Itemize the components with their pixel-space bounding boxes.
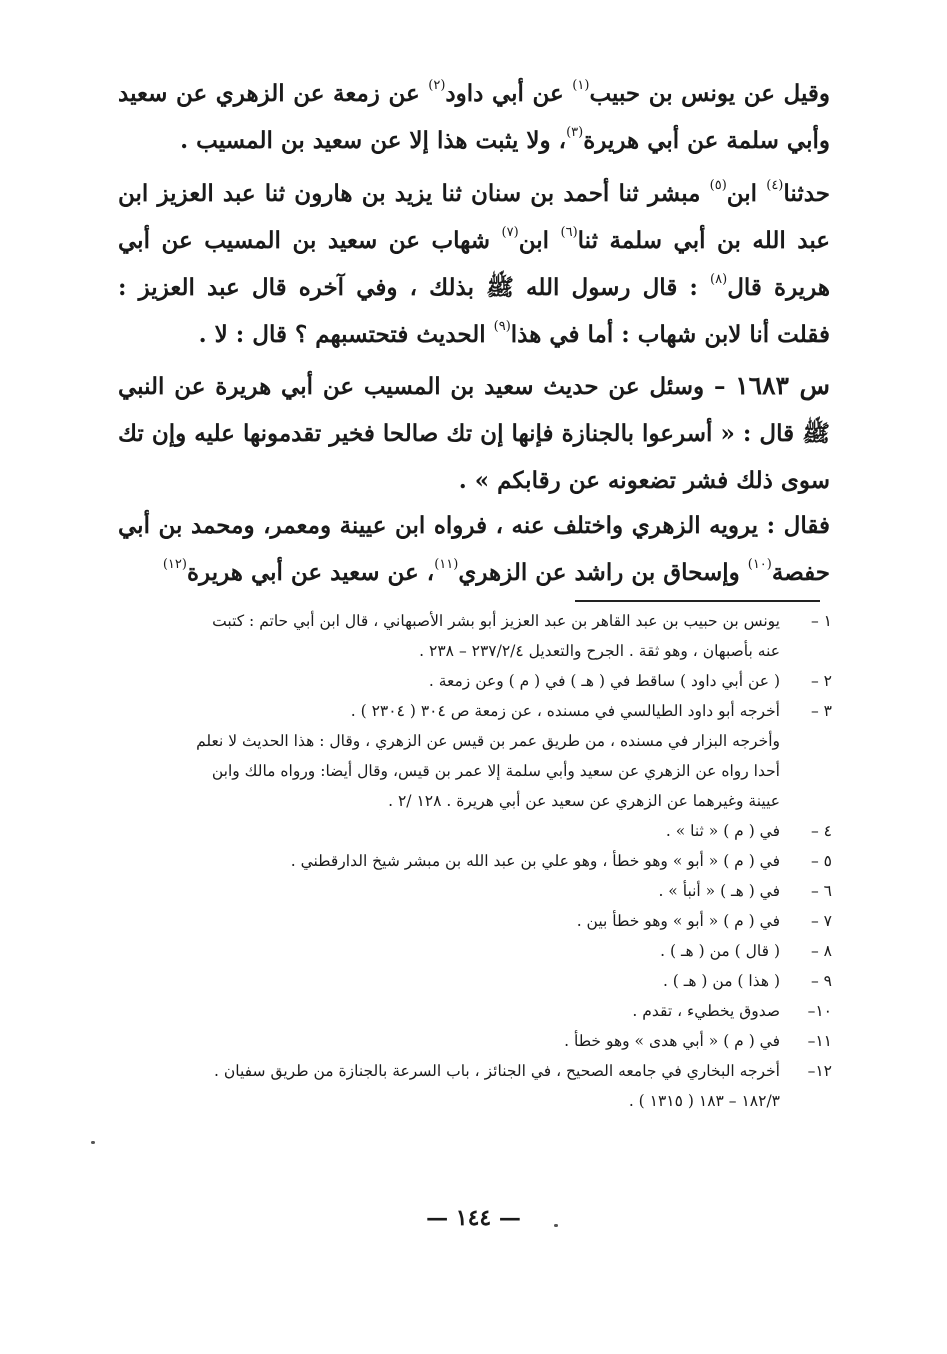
- footnote-number: ٣ –: [810, 702, 832, 720]
- footnote-text: في ( م ) « أبي هدى » وهو خطأ .: [564, 1032, 780, 1050]
- paragraph-text: عن أبي داود: [445, 80, 573, 107]
- footnote-ref[interactable]: (١٢): [162, 557, 187, 572]
- paragraph-text: شهاب عن سعيد بن المسيب عن أبي هريرة قال: [118, 227, 830, 301]
- scan-speck: [554, 1224, 558, 1227]
- footnote-text: عيينة وغيرهما عن الزهري عن سعيد عن أبي هريرة . ١٢٨ /٢ .: [388, 792, 780, 810]
- footnote-item: [110, 876, 832, 906]
- paragraph-2: [118, 170, 830, 358]
- footnote-text: في ( م ) « ثنا » .: [665, 822, 780, 840]
- answer-paragraph: [118, 502, 830, 596]
- footnote-number: ٨ –: [810, 942, 832, 960]
- footnote-number: ٤ –: [810, 822, 832, 840]
- footnote-text: أخرجه البخاري في جامعه الصحيح ، في الجنائز ، باب السرعة بالجنازة من طريق سفيان .: [214, 1062, 780, 1080]
- footnote-text: ١٨٢/٣ – ١٨٣ ( ١٣١٥ ) .: [628, 1092, 780, 1110]
- paragraph-text: وإسحاق بن راشد عن الزهري: [458, 559, 748, 586]
- page-number: — ١٤٤ —: [426, 1205, 521, 1231]
- footnote-item: [110, 1056, 832, 1116]
- question-number: س ١٦٨٣: [735, 371, 830, 400]
- footnote-number: ١٢–: [807, 1062, 832, 1080]
- footnote-number: ١ –: [810, 612, 832, 630]
- footnote-item: [110, 936, 832, 966]
- footnote-ref[interactable]: (٨): [710, 272, 728, 287]
- question-paragraph: [118, 362, 830, 504]
- footnote-ref[interactable]: (٣): [566, 125, 584, 140]
- footnote-number: ٢ –: [810, 672, 832, 690]
- footnote-ref[interactable]: (١): [572, 78, 590, 93]
- footnote-ref[interactable]: (٦): [560, 225, 578, 240]
- paragraph-text: ، ولا يثبت هذا إلا عن سعيد بن المسيب .: [180, 127, 567, 154]
- footnotes-list: [110, 606, 832, 1116]
- footnote-text: في ( م ) « أبو » وهو خطأ ، وهو علي بن عبد الله بن مبشر شيخ الدارقطني .: [290, 852, 780, 870]
- footnote-text: وأخرجه البزار في مسنده ، من طريق عمر بن قيس عن الزهري ، وقال : هذا الحديث لا نعلم: [196, 732, 780, 750]
- paragraph-text: ، عن سعيد عن أبي هريرة: [186, 559, 435, 586]
- footnote-item: [110, 696, 832, 816]
- footnote-text: عنه بأصبهان ، وهو ثقة . الجرح والتعديل ٢٣٧/٢/٤ – ٢٣٨ .: [419, 642, 780, 660]
- footnote-text: صدوق يخطيء ، تقدم .: [632, 1002, 780, 1020]
- paragraph-text: مبشر ثنا أحمد بن سنان ثنا يزيد بن هارون ثنا عبد العزيز ابن عبد الله بن أبي سلمة ثنا: [118, 180, 830, 254]
- paragraph-text: ابن: [726, 180, 767, 207]
- paragraph-text: وقيل عن يونس بن حبيب: [589, 80, 831, 107]
- paragraph-text: : قال رسول الله ﷺ بذلك ، وفي آخره قال عبد العزيز : فقلت أنا لابن شهاب : أما في هذا: [118, 274, 830, 348]
- footnote-text: ( عن أبي داود ) ساقط في ( هـ ) في ( م ) وعن زمعة .: [428, 672, 780, 690]
- footnote-ref[interactable]: (٢): [428, 78, 446, 93]
- footnote-text: يونس بن حبيب بن عبد القاهر بن عبد العزيز أبو بشر الأصبهاني ، قال ابن أبي حاتم : كتبت: [212, 612, 780, 630]
- footnote-number: ٧ –: [810, 912, 832, 930]
- footnote-number: ١١–: [807, 1032, 832, 1050]
- footnote-divider: [575, 600, 820, 602]
- footnote-text: ( هذا ) من ( هـ ) .: [662, 972, 780, 990]
- footnote-item: [110, 906, 832, 936]
- footnote-ref[interactable]: (٧): [501, 225, 519, 240]
- footnote-text: أخرجه أبو داود الطيالسي في مسنده ، عن زمعة ص ٣٠٤ ( ٢٣٠٤ ) .: [350, 702, 780, 720]
- footnote-ref[interactable]: (١١): [434, 557, 459, 572]
- footnote-number: ٩ –: [810, 972, 832, 990]
- paragraph-text: ابن: [518, 227, 561, 254]
- footnote-ref[interactable]: (٥): [709, 178, 727, 193]
- footnote-ref[interactable]: (١٠): [747, 557, 772, 572]
- footnote-item: [110, 606, 832, 666]
- footnote-text: ( قال ) من ( هـ ) .: [660, 942, 780, 960]
- footnote-item: [110, 966, 832, 996]
- footnote-item: [110, 1026, 832, 1056]
- paragraph-1: [118, 70, 830, 164]
- footnote-number: ١٠–: [807, 1002, 832, 1020]
- footnote-item: [110, 816, 832, 846]
- footnote-item: [110, 996, 832, 1026]
- footnote-item: [110, 666, 832, 696]
- footnote-number: ٥ –: [810, 852, 832, 870]
- paragraph-text: فقال : يرويه الزهري واختلف عنه ، فرواه ابن عيينة ومعمر، ومحمد بن أبي حفصة: [118, 512, 830, 586]
- footnote-text: في ( هـ ) « أنبأ » .: [658, 882, 780, 900]
- footnote-item: [110, 846, 832, 876]
- footnote-ref[interactable]: (٤): [766, 178, 784, 193]
- footnote-text: أحدا رواه عن الزهري عن سعيد وأبي سلمة إلا عمر بن قيس، وقال أيضا: ورواه مالك وابن: [211, 762, 780, 780]
- footnote-number: ٦ –: [810, 882, 832, 900]
- paragraph-text: – وسئل عن حديث سعيد بن المسيب عن أبي هريرة عن النبي ﷺ قال : « أسرعوا بالجنازة فإنها إن تك صالحا فخير تقدمونها عليه وإن تك سوى ذلك فشر تضعونه عن رقابكم » .: [118, 373, 830, 494]
- paragraph-text: الحديث فتحتسبهم ؟ قال : لا .: [198, 321, 494, 348]
- footnote-ref[interactable]: (٩): [493, 319, 511, 334]
- scan-speck: [91, 1141, 95, 1144]
- paragraph-text: عن زمعة عن الزهري عن سعيد وأبي سلمة عن أبي هريرة: [118, 80, 830, 154]
- paragraph-text: حدثنا: [783, 180, 831, 207]
- footnote-text: في ( م ) « أبو » وهو خطأ بين .: [576, 912, 780, 930]
